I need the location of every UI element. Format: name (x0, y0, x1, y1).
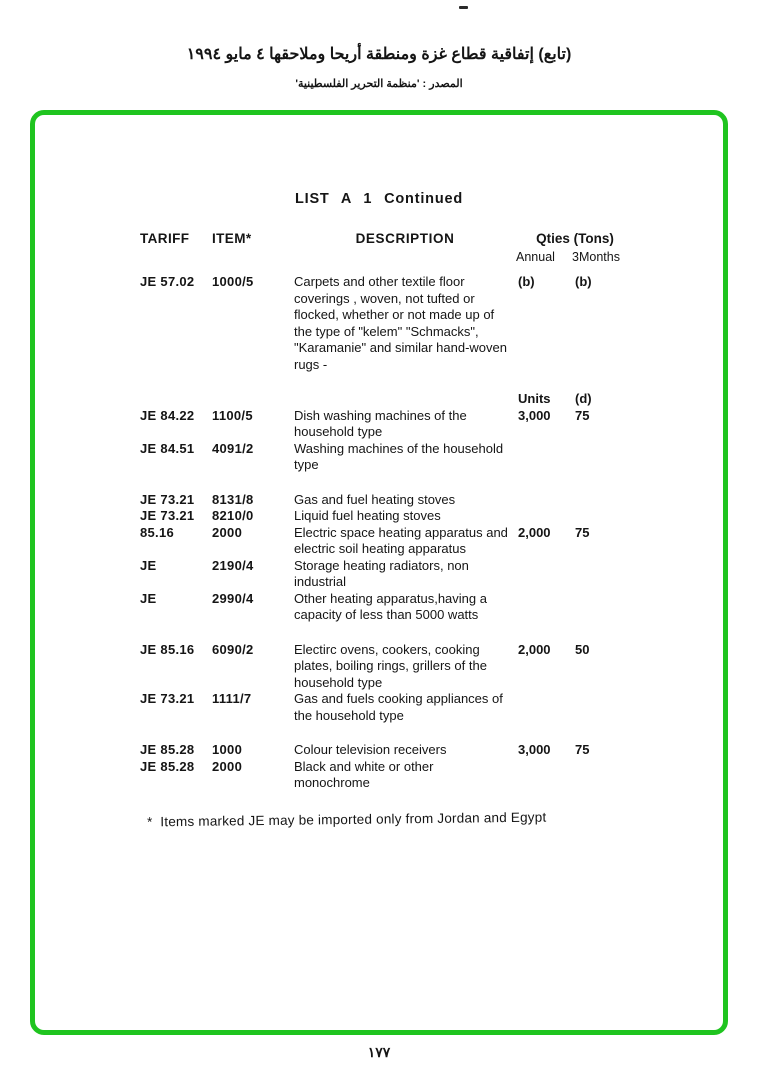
column-header-item: ITEM* (212, 231, 252, 246)
table-row (140, 525, 642, 558)
cell-item: 1000/5 (212, 274, 254, 289)
tariff-table (140, 231, 642, 810)
cell-description: Colour television receivers (294, 742, 447, 757)
cell-item (212, 391, 294, 408)
cell-item: 1100/5 (212, 407, 253, 423)
scan-artifact (459, 6, 468, 9)
cell-quarter (572, 508, 634, 525)
list-title: LIST A 1 Continued (294, 191, 464, 207)
cell-quarter (572, 492, 634, 509)
cell-annual (516, 492, 572, 509)
row-group (140, 492, 642, 624)
cell-description (294, 391, 516, 408)
cell-description: Electric space heating apparatus and electric soil heating apparatus (294, 524, 508, 556)
cell-tariff: JE 85.28 (140, 742, 195, 757)
cell-tariff: JE (140, 590, 157, 606)
cell-description: Carpets and other textile floor coverings , woven, not tufted or flocked, whether or not made up of the type of "kelem" "Schmacks", "Karamanie" and similar hand-woven rugs - (294, 274, 508, 372)
cell-item: 8131/8 (212, 491, 254, 507)
cell-description: Gas and fuel heating stoves (294, 491, 456, 507)
table-row (140, 742, 642, 759)
cell-quarter (572, 591, 634, 608)
table-row (140, 558, 642, 591)
table-row (140, 591, 642, 624)
column-header-annual: Annual (516, 249, 555, 264)
cell-quarter: 75 (575, 742, 590, 757)
page-number: ١٧٧ (367, 1044, 391, 1060)
cell-item: 1111/7 (212, 691, 252, 706)
cell-description: Washing machines of the household type (294, 440, 504, 472)
cell-item: 6090/2 (212, 641, 254, 657)
cell-item: 4091/2 (212, 440, 254, 456)
table-row (140, 391, 642, 408)
cell-tariff: JE 73.21 (140, 491, 195, 507)
cell-description: Liquid fuel heating stoves (294, 508, 441, 523)
row-group (140, 274, 642, 373)
cell-annual: 2,000 (518, 641, 551, 657)
cell-tariff: JE 57.02 (140, 274, 195, 289)
cell-quarter: (d) (575, 391, 592, 406)
cell-tariff: JE 73.21 (140, 691, 195, 706)
table-row (140, 492, 642, 509)
table-row (140, 441, 642, 474)
cell-annual (516, 508, 572, 525)
cell-item: 1000 (212, 742, 243, 757)
arabic-header-title: (تابع) إتفاقية قطاع غزة ومنطقة أريحا وملاحقها ٤ مايو ١٩٩٤ (186, 46, 572, 63)
column-header-qties: Qties (Tons) (536, 231, 614, 246)
cell-tariff: JE 85.16 (140, 641, 195, 657)
cell-description: Other heating apparatus,having a capacity of less than 5000 watts (294, 590, 487, 622)
cell-tariff: JE 84.22 (140, 407, 195, 423)
cell-quarter: 50 (575, 641, 590, 657)
cell-quarter (572, 759, 634, 776)
table-row (140, 274, 642, 373)
cell-annual (516, 441, 572, 458)
row-group (140, 391, 642, 474)
table-row (140, 759, 642, 792)
cell-item: 8210/0 (212, 508, 254, 523)
cell-tariff: JE 84.51 (140, 440, 195, 456)
table-row (140, 642, 642, 692)
table-row (140, 691, 642, 724)
table-body (140, 274, 642, 792)
column-header-3months: 3Months (572, 249, 620, 264)
cell-item: 2990/4 (212, 590, 254, 606)
cell-annual: 2,000 (518, 524, 551, 540)
cell-description: Dish washing machines of the household type (294, 407, 467, 439)
cell-description: Black and white or other monochrome (294, 758, 434, 790)
cell-tariff (140, 391, 212, 408)
cell-quarter (572, 558, 634, 575)
cell-description: Electirc ovens, cookers, cooking plates, boiling rings, grillers of the household type (294, 641, 487, 690)
cell-annual: 3,000 (518, 407, 551, 423)
column-header-tariff: TARIFF (140, 231, 190, 246)
cell-tariff: 85.16 (140, 524, 175, 540)
cell-annual: (b) (518, 274, 535, 289)
cell-annual (516, 759, 572, 776)
cell-quarter (572, 441, 634, 458)
table-row (140, 408, 642, 441)
cell-quarter (572, 691, 634, 708)
cell-tariff: JE 85.28 (140, 758, 195, 774)
arabic-header-source: المصدر : 'منظمة التحرير الفلسطينية' (295, 78, 463, 90)
column-header-description: DESCRIPTION (355, 231, 455, 246)
table-header (140, 231, 642, 265)
cell-annual (516, 591, 572, 608)
row-group (140, 742, 642, 792)
cell-tariff: JE (140, 557, 157, 573)
cell-tariff: JE 73.21 (140, 508, 195, 523)
cell-annual: Units (518, 391, 551, 406)
document-frame (30, 110, 728, 1035)
cell-quarter: 75 (575, 524, 590, 540)
row-group (140, 642, 642, 725)
cell-description: Storage heating radiators, non industrial (294, 557, 469, 589)
cell-quarter: (b) (575, 274, 592, 289)
table-row (140, 508, 642, 525)
cell-quarter: 75 (575, 407, 590, 423)
cell-item: 2000 (212, 758, 243, 774)
cell-item: 2190/4 (212, 557, 254, 573)
cell-description: Gas and fuels cooking appliances of the household type (294, 691, 503, 723)
cell-item: 2000 (212, 524, 243, 540)
cell-annual: 3,000 (518, 742, 551, 757)
je-footnote: * Items marked JE may be imported only from Jordan and Egypt (146, 809, 547, 830)
cell-annual (516, 558, 572, 575)
cell-annual (516, 691, 572, 708)
